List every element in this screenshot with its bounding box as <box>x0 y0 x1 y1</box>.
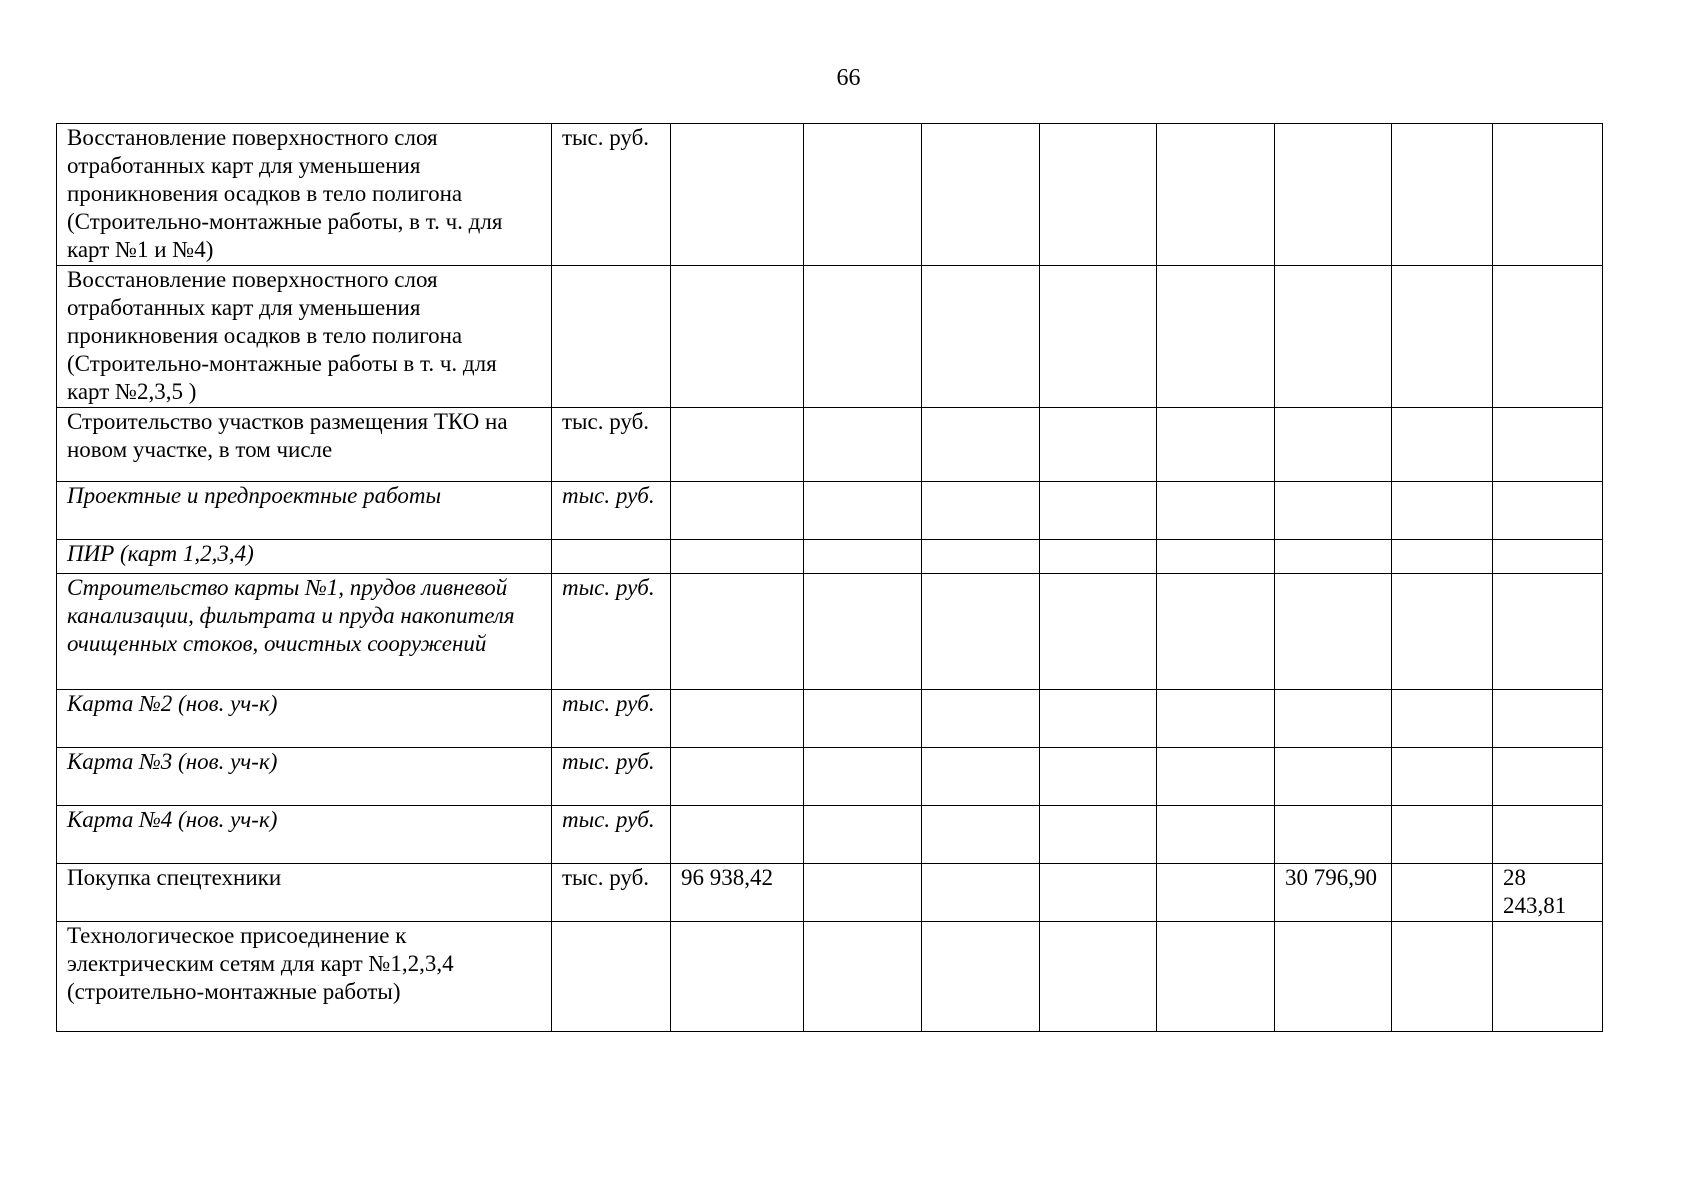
table-row <box>57 748 1603 806</box>
value-cell <box>671 806 804 864</box>
value-cell <box>922 574 1040 690</box>
value-cell <box>1493 574 1603 690</box>
table-row <box>57 864 1603 922</box>
value-cell <box>804 124 922 266</box>
value-cell <box>1275 124 1392 266</box>
unit-cell: тыс. руб. <box>552 408 671 482</box>
value-cell <box>1275 408 1392 482</box>
value-cell <box>1493 922 1603 1032</box>
value-cell <box>671 748 804 806</box>
value-cell <box>1493 690 1603 748</box>
value-cell <box>1392 540 1493 574</box>
value-cell <box>1040 266 1157 408</box>
value-cell <box>1040 574 1157 690</box>
unit-cell: тыс. руб. <box>552 864 671 922</box>
row-label: Восстановление поверхностного слоя отработанных карт для уменьшения проникновения осадков в тело полигона (Строительно-монтажные работы в т. ч. для карт №2,3,5 ) <box>57 266 552 408</box>
unit-cell <box>552 540 671 574</box>
table-row <box>57 482 1603 540</box>
value-cell <box>922 748 1040 806</box>
value-cell <box>1040 540 1157 574</box>
value-cell <box>1040 748 1157 806</box>
value-cell <box>1275 748 1392 806</box>
value-cell <box>804 806 922 864</box>
row-label: Проектные и предпроектные работы <box>57 482 552 540</box>
value-cell <box>1157 922 1275 1032</box>
table-row <box>57 806 1603 864</box>
value-cell <box>1392 408 1493 482</box>
value-cell <box>1493 408 1603 482</box>
value-cell <box>671 266 804 408</box>
table-row <box>57 690 1603 748</box>
value-cell <box>1392 864 1493 922</box>
row-label: Технологическое присоединение к электрическим сетям для карт №1,2,3,4 (строительно-монтажные работы) <box>57 922 552 1032</box>
value-cell <box>1392 574 1493 690</box>
unit-cell: тыс. руб. <box>552 748 671 806</box>
value-cell <box>922 266 1040 408</box>
row-label: Восстановление поверхностного слоя отработанных карт для уменьшения проникновения осадков в тело полигона (Строительно-монтажные работы, в т. ч. для карт №1 и №4) <box>57 124 552 266</box>
value-cell <box>1493 748 1603 806</box>
value-cell <box>1157 408 1275 482</box>
value-cell <box>804 690 922 748</box>
table-row <box>57 266 1603 408</box>
unit-cell <box>552 266 671 408</box>
value-cell <box>1157 482 1275 540</box>
value-cell <box>1493 124 1603 266</box>
value-cell <box>804 574 922 690</box>
value-cell <box>1493 540 1603 574</box>
value-cell <box>1392 806 1493 864</box>
value-cell <box>922 922 1040 1032</box>
value-cell <box>1157 266 1275 408</box>
value-cell <box>1392 922 1493 1032</box>
table-row <box>57 408 1603 482</box>
row-label: Покупка спецтехники <box>57 864 552 922</box>
row-label: Строительство участков размещения ТКО на новом участке, в том числе <box>57 408 552 482</box>
value-cell <box>1493 266 1603 408</box>
value-cell <box>1040 690 1157 748</box>
value-cell: 28 243,81 <box>1493 864 1603 922</box>
value-cell <box>1275 574 1392 690</box>
value-cell <box>1040 864 1157 922</box>
value-cell <box>804 482 922 540</box>
data-table <box>56 123 1603 1032</box>
value-cell <box>804 540 922 574</box>
value-cell <box>922 864 1040 922</box>
value-cell <box>1040 922 1157 1032</box>
value-cell <box>1157 806 1275 864</box>
value-cell <box>804 408 922 482</box>
value-cell <box>1275 266 1392 408</box>
value-cell <box>1157 690 1275 748</box>
unit-cell: тыс. руб. <box>552 690 671 748</box>
value-cell <box>1157 574 1275 690</box>
value-cell <box>1040 806 1157 864</box>
value-cell <box>1493 806 1603 864</box>
value-cell <box>671 482 804 540</box>
table-row <box>57 922 1603 1032</box>
value-cell <box>1040 408 1157 482</box>
value-cell <box>922 806 1040 864</box>
value-cell <box>922 482 1040 540</box>
value-cell <box>1040 124 1157 266</box>
value-cell <box>922 124 1040 266</box>
value-cell <box>922 690 1040 748</box>
value-cell <box>1157 124 1275 266</box>
table-row <box>57 574 1603 690</box>
value-cell <box>1040 482 1157 540</box>
value-cell <box>1392 690 1493 748</box>
value-cell <box>1157 748 1275 806</box>
value-cell <box>1493 482 1603 540</box>
value-cell <box>1392 748 1493 806</box>
value-cell <box>671 124 804 266</box>
value-cell <box>1392 266 1493 408</box>
value-cell <box>804 748 922 806</box>
value-cell <box>671 540 804 574</box>
value-cell: 96 938,42 <box>671 864 804 922</box>
value-cell <box>1157 864 1275 922</box>
row-label: Строительство карты №1, прудов ливневой канализации, фильтрата и пруда накопителя очищенных стоков, очистных сооружений <box>57 574 552 690</box>
value-cell <box>804 864 922 922</box>
row-label: Карта №3 (нов. уч-к) <box>57 748 552 806</box>
unit-cell: тыс. руб. <box>552 482 671 540</box>
value-cell <box>671 408 804 482</box>
value-cell <box>1275 922 1392 1032</box>
value-cell <box>804 266 922 408</box>
unit-cell <box>552 922 671 1032</box>
table-body <box>57 124 1603 1032</box>
unit-cell: тыс. руб. <box>552 574 671 690</box>
value-cell <box>1275 806 1392 864</box>
table-row <box>57 124 1603 266</box>
value-cell <box>671 690 804 748</box>
row-label: ПИР (карт 1,2,3,4) <box>57 540 552 574</box>
value-cell <box>1392 124 1493 266</box>
value-cell <box>1392 482 1493 540</box>
value-cell <box>671 922 804 1032</box>
unit-cell: тыс. руб. <box>552 124 671 266</box>
value-cell <box>1275 690 1392 748</box>
value-cell <box>671 574 804 690</box>
value-cell <box>922 408 1040 482</box>
row-label: Карта №2 (нов. уч-к) <box>57 690 552 748</box>
unit-cell: тыс. руб. <box>552 806 671 864</box>
row-label: Карта №4 (нов. уч-к) <box>57 806 552 864</box>
table-row <box>57 540 1603 574</box>
value-cell <box>1275 482 1392 540</box>
page-number: 66 <box>836 65 861 91</box>
value-cell <box>1275 540 1392 574</box>
value-cell <box>804 922 922 1032</box>
value-cell <box>1157 540 1275 574</box>
value-cell: 30 796,90 <box>1275 864 1392 922</box>
value-cell <box>922 540 1040 574</box>
